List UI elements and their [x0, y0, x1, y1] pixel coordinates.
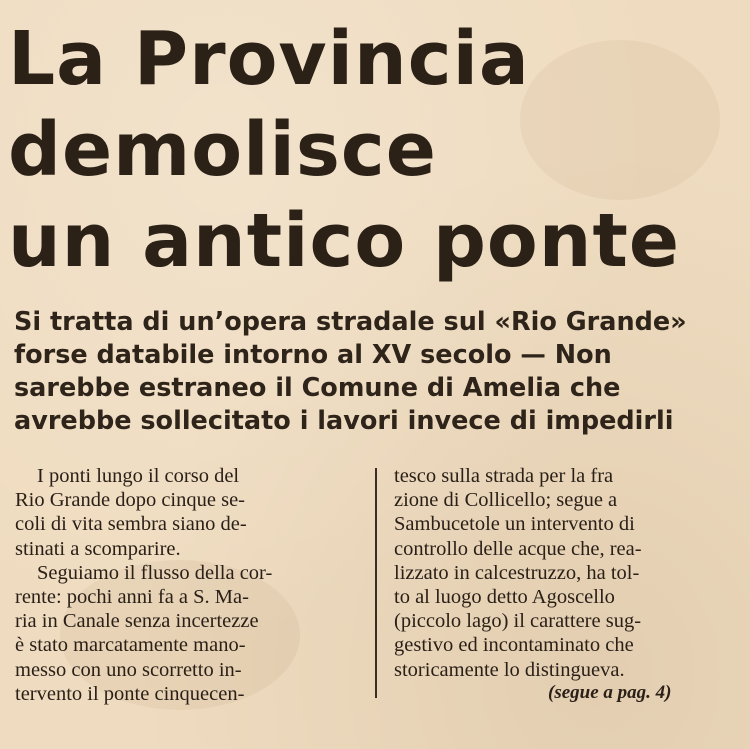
continued-note: (segue a pag. 4) — [548, 682, 672, 703]
subheadline — [14, 306, 744, 438]
body-line: messo con uno scorretto in- — [15, 658, 242, 681]
body-line: tervento il ponte cinquecen- — [15, 682, 245, 705]
body-line: zione di Collicello; segue a — [394, 489, 618, 512]
article-column-left — [15, 464, 365, 706]
body-line: Seguiamo il flusso della cor- — [37, 561, 273, 584]
body-line: Sambucetole un intervento di — [394, 513, 635, 536]
body-line: ria in Canale senza incertezze — [15, 610, 259, 633]
body-line: coli di vita sembra siano de- — [15, 513, 247, 536]
body-line: rente: pochi anni fa a S. Ma- — [15, 586, 249, 609]
subheadline-line: avrebbe sollecitato i lavori invece di impedirli — [14, 406, 674, 436]
article-column-right — [394, 464, 739, 682]
headline-line: un antico ponte — [8, 198, 681, 284]
subheadline-line: Si tratta di un’opera stradale sul «Rio Grande» — [14, 307, 687, 337]
headline-line: demolisce — [8, 107, 437, 193]
body-line: lizzato in calcestruzzo, ha tol- — [394, 561, 640, 584]
subheadline-line: sarebbe estraneo il Comune di Amelia che — [14, 373, 621, 403]
body-line: I ponti lungo il corso del — [37, 465, 240, 487]
headline-line: La Provincia — [8, 16, 530, 102]
subheadline-line: forse databile intorno al XV secolo — Non — [14, 340, 612, 370]
body-line: controllo delle acque che, rea- — [394, 537, 642, 560]
headline — [8, 14, 680, 287]
body-line: (piccolo lago) il carattere sug- — [394, 610, 642, 633]
body-line: è stato marcatamente mano- — [15, 634, 246, 657]
body-line: storicamente lo distingueva. — [394, 658, 625, 681]
body-line: gestivo ed incontaminato che — [394, 634, 634, 657]
body-line: to al luogo detto Agoscello — [394, 586, 615, 609]
body-line: tesco sulla strada per la fra — [394, 465, 614, 487]
body-line: Rio Grande dopo cinque se- — [15, 489, 245, 512]
column-divider — [375, 468, 377, 698]
body-line: stinati a scomparire. — [15, 537, 181, 560]
